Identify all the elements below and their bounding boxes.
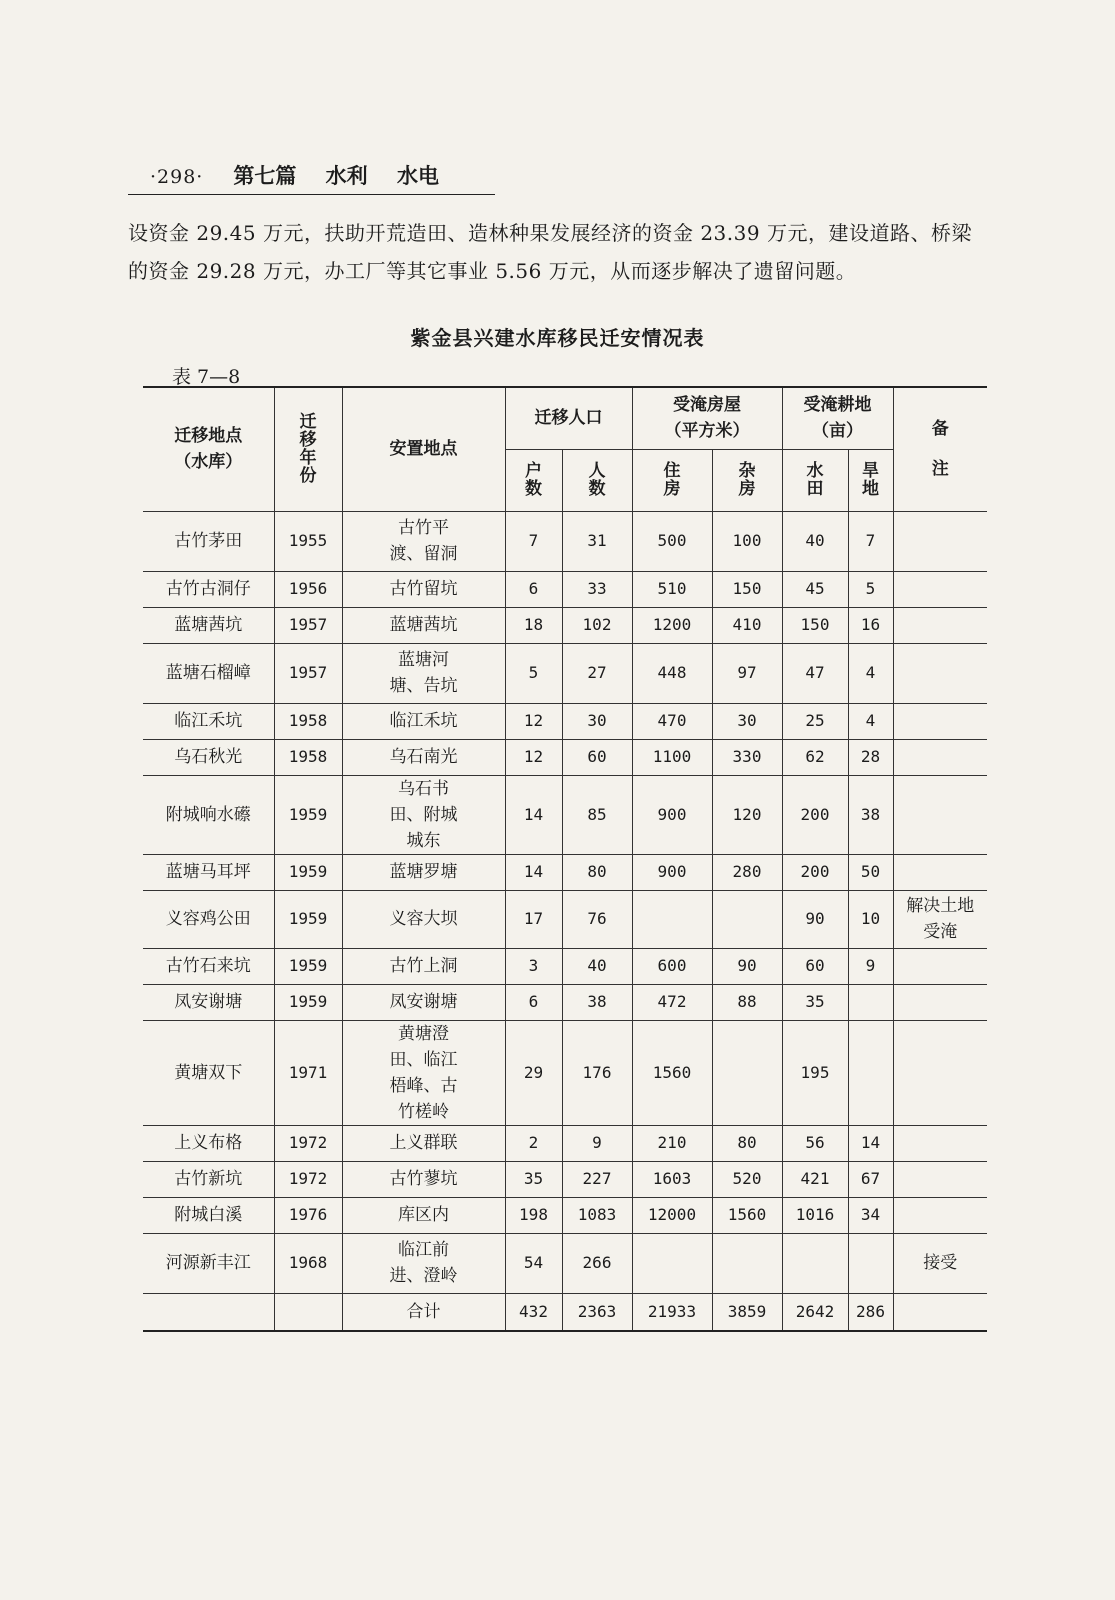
col-dwelling [632,449,712,511]
cell-misc: 88 [712,984,782,1020]
cell-year: 1959 [274,854,342,890]
cell-dwelling: 1200 [632,607,712,643]
cell-note [893,1197,987,1233]
cell-dwelling: 500 [632,511,712,571]
cell-note [893,511,987,571]
cell-dry [848,1020,893,1125]
cell-misc: 80 [712,1125,782,1161]
col-year-label: 迁移年份 [299,412,317,487]
resettlement-table [143,386,987,1332]
cell-location: 蓝塘石榴嶂 [143,643,274,703]
cell-paddy: 200 [782,854,848,890]
col-households [505,449,562,511]
cell-settlement: 黄塘澄田、临江梧峰、古竹槎岭 [342,1020,505,1125]
cell-persons: 266 [562,1233,632,1293]
table-row [143,1197,987,1233]
col-dry [848,449,893,511]
cell-households: 12 [505,703,562,739]
cell-location: 古竹茅田 [143,511,274,571]
cell-dry: 286 [848,1293,893,1331]
cell-location: 上义布格 [143,1125,274,1161]
cell-note: 解决土地受淹 [893,890,987,948]
cell-misc: 150 [712,571,782,607]
cell-location: 附城响水礤 [143,775,274,854]
col-settlement: 安置地点 [342,387,505,511]
cell-paddy: 45 [782,571,848,607]
cell-misc: 90 [712,948,782,984]
body-paragraph [128,214,998,290]
cell-year: 1957 [274,643,342,703]
cell-paddy: 60 [782,948,848,984]
cell-persons: 38 [562,984,632,1020]
cell-paddy: 200 [782,775,848,854]
table-total-row [143,1293,987,1331]
cell-location: 蓝塘茜坑 [143,607,274,643]
cell-settlement: 乌石南光 [342,739,505,775]
cell-dwelling: 900 [632,775,712,854]
cell-dry: 7 [848,511,893,571]
table-row [143,984,987,1020]
cell-households: 2 [505,1125,562,1161]
cell-settlement: 凤安谢塘 [342,984,505,1020]
cell-year: 1958 [274,703,342,739]
cell-misc: 120 [712,775,782,854]
cell-persons: 27 [562,643,632,703]
cell-dwelling: 600 [632,948,712,984]
cell-settlement: 古竹平渡、留洞 [342,511,505,571]
cell-location: 附城白溪 [143,1197,274,1233]
cell-location: 乌石秋光 [143,739,274,775]
cell-year: 1972 [274,1161,342,1197]
cell-dwelling: 448 [632,643,712,703]
cell-dwelling [632,890,712,948]
col-households-label: 户数 [525,461,542,499]
cell-persons: 30 [562,703,632,739]
cell-persons: 227 [562,1161,632,1197]
cell-misc: 3859 [712,1293,782,1331]
topic-water-conservancy: 水利 [325,164,368,188]
table-row [143,948,987,984]
cell-dwelling: 21933 [632,1293,712,1331]
cell-location: 古竹石来坑 [143,948,274,984]
cell-households: 35 [505,1161,562,1197]
cell-year: 1959 [274,948,342,984]
cell-location: 河源新丰江 [143,1233,274,1293]
cell-settlement: 库区内 [342,1197,505,1233]
cell-settlement: 蓝塘河塘、告坑 [342,643,505,703]
cell-year: 1971 [274,1020,342,1125]
cell-settlement: 蓝塘罗塘 [342,854,505,890]
cell-households: 6 [505,984,562,1020]
cell-settlement: 临江前进、澄岭 [342,1233,505,1293]
cell-settlement: 上义群联 [342,1125,505,1161]
cell-paddy: 47 [782,643,848,703]
cell-year [274,1293,342,1331]
cell-persons: 76 [562,890,632,948]
cell-year: 1976 [274,1197,342,1233]
table-row [143,1020,987,1125]
table-row [143,643,987,703]
cell-note [893,571,987,607]
col-location [143,387,274,511]
cell-note [893,775,987,854]
cell-misc: 410 [712,607,782,643]
cell-persons: 102 [562,607,632,643]
cell-settlement: 临江禾坑 [342,703,505,739]
cell-misc: 520 [712,1161,782,1197]
cell-persons: 33 [562,571,632,607]
cell-location: 临江禾坑 [143,703,274,739]
col-misc [712,449,782,511]
cell-note [893,948,987,984]
col-farmland [782,387,893,449]
cell-settlement: 义容大坝 [342,890,505,948]
cell-dry: 9 [848,948,893,984]
cell-dry: 5 [848,571,893,607]
col-notes-label: 备注 [931,419,949,480]
cell-location: 义容鸡公田 [143,890,274,948]
cell-paddy: 195 [782,1020,848,1125]
cell-year: 1959 [274,984,342,1020]
cell-year: 1957 [274,607,342,643]
cell-paddy: 35 [782,984,848,1020]
cell-dwelling: 470 [632,703,712,739]
cell-note: 接受 [893,1233,987,1293]
cell-dwelling: 1100 [632,739,712,775]
part-label: 第七篇 [233,164,297,188]
cell-misc: 1560 [712,1197,782,1233]
cell-note [893,607,987,643]
cell-dwelling: 900 [632,854,712,890]
cell-paddy: 56 [782,1125,848,1161]
cell-note [893,984,987,1020]
cell-households: 14 [505,854,562,890]
cell-misc [712,890,782,948]
cell-location: 古竹古洞仔 [143,571,274,607]
cell-dwelling: 12000 [632,1197,712,1233]
cell-misc: 30 [712,703,782,739]
cell-dry: 50 [848,854,893,890]
cell-total-label: 合计 [342,1293,505,1331]
cell-households: 432 [505,1293,562,1331]
cell-settlement: 蓝塘茜坑 [342,607,505,643]
col-persons-label: 人数 [588,461,606,499]
cell-dry [848,984,893,1020]
table-row [143,1161,987,1197]
cell-note [893,643,987,703]
cell-dry: 28 [848,739,893,775]
col-paddy-label: 水田 [806,461,824,499]
cell-households: 14 [505,775,562,854]
cell-persons: 31 [562,511,632,571]
cell-misc: 97 [712,643,782,703]
table-row [143,1125,987,1161]
col-farmland-label: 受淹耕地 [803,395,872,416]
cell-year: 1958 [274,739,342,775]
cell-persons: 85 [562,775,632,854]
cell-misc: 100 [712,511,782,571]
cell-note [893,1161,987,1197]
col-notes [893,387,987,511]
cell-dwelling [632,1233,712,1293]
cell-dry: 16 [848,607,893,643]
cell-households: 12 [505,739,562,775]
table-row [143,854,987,890]
cell-households: 198 [505,1197,562,1233]
cell-dwelling: 210 [632,1125,712,1161]
cell-dry: 34 [848,1197,893,1233]
cell-paddy: 150 [782,607,848,643]
cell-location [143,1293,274,1331]
cell-dry: 4 [848,703,893,739]
cell-settlement: 古竹蓼坑 [342,1161,505,1197]
cell-households: 7 [505,511,562,571]
cell-households: 17 [505,890,562,948]
cell-households: 54 [505,1233,562,1293]
page-header [150,160,461,190]
cell-dwelling: 1560 [632,1020,712,1125]
col-dwelling-label: 住房 [663,461,681,499]
cell-dry: 10 [848,890,893,948]
cell-dwelling: 1603 [632,1161,712,1197]
cell-dry: 14 [848,1125,893,1161]
body-line-1: 设资金 29.45 万元，扶助开荒造田、造林种果发展经济的资金 23.39 万元，建设道路、桥梁 [128,221,972,245]
cell-year: 1959 [274,775,342,854]
cell-households: 5 [505,643,562,703]
col-houses-unit: （平方米） [664,421,750,442]
cell-paddy: 25 [782,703,848,739]
col-year [274,387,342,511]
cell-note [893,1293,987,1331]
table-row [143,739,987,775]
col-location-sub: （水库） [174,452,243,473]
col-location-label: 迁移地点 [174,426,243,447]
table-row [143,1233,987,1293]
cell-persons: 80 [562,854,632,890]
topic-hydropower: 水电 [396,164,439,188]
cell-dry: 67 [848,1161,893,1197]
cell-misc [712,1020,782,1125]
cell-location: 凤安谢塘 [143,984,274,1020]
table-body [143,511,987,1331]
col-dry-label: 旱地 [862,461,879,499]
cell-paddy: 40 [782,511,848,571]
cell-location: 黄塘双下 [143,1020,274,1125]
cell-dry: 4 [848,643,893,703]
cell-persons: 2363 [562,1293,632,1331]
cell-persons: 176 [562,1020,632,1125]
body-line-2: 的资金 29.28 万元，办工厂等其它事业 5.56 万元，从而逐步解决了遗留问题。 [128,259,857,283]
cell-paddy [782,1233,848,1293]
cell-misc: 330 [712,739,782,775]
cell-persons: 1083 [562,1197,632,1233]
col-farmland-unit: （亩） [812,421,863,442]
cell-paddy: 1016 [782,1197,848,1233]
cell-paddy: 62 [782,739,848,775]
cell-year: 1956 [274,571,342,607]
col-houses [632,387,782,449]
table-number: 表 7—8 [172,366,241,388]
header-rule [128,194,495,195]
cell-households: 6 [505,571,562,607]
cell-year: 1955 [274,511,342,571]
page-number: ·298· [150,166,204,188]
cell-paddy: 90 [782,890,848,948]
table-row [143,511,987,571]
cell-persons: 60 [562,739,632,775]
cell-note [893,1020,987,1125]
col-misc-label: 杂房 [738,461,756,499]
cell-households: 3 [505,948,562,984]
cell-dry [848,1233,893,1293]
cell-households: 29 [505,1020,562,1125]
cell-paddy: 2642 [782,1293,848,1331]
cell-note [893,739,987,775]
cell-year: 1972 [274,1125,342,1161]
cell-location: 蓝塘马耳坪 [143,854,274,890]
table-row [143,703,987,739]
cell-persons: 9 [562,1125,632,1161]
cell-persons: 40 [562,948,632,984]
cell-settlement: 古竹上洞 [342,948,505,984]
table-title: 紫金县兴建水库移民迁安情况表 [410,326,705,350]
cell-misc: 280 [712,854,782,890]
cell-note [893,854,987,890]
table-row [143,775,987,854]
cell-year: 1959 [274,890,342,948]
cell-dwelling: 472 [632,984,712,1020]
cell-misc [712,1233,782,1293]
cell-settlement: 乌石书田、附城城东 [342,775,505,854]
table-row [143,890,987,948]
col-paddy [782,449,848,511]
col-persons [562,449,632,511]
table-row [143,607,987,643]
cell-location: 古竹新坑 [143,1161,274,1197]
cell-dwelling: 510 [632,571,712,607]
cell-note [893,1125,987,1161]
chapter-title [233,160,461,190]
col-houses-label: 受淹房屋 [673,395,741,416]
cell-note [893,703,987,739]
cell-households: 18 [505,607,562,643]
table-row [143,571,987,607]
col-population: 迁移人口 [505,387,632,449]
cell-year: 1968 [274,1233,342,1293]
cell-settlement: 古竹留坑 [342,571,505,607]
cell-paddy: 421 [782,1161,848,1197]
cell-dry: 38 [848,775,893,854]
